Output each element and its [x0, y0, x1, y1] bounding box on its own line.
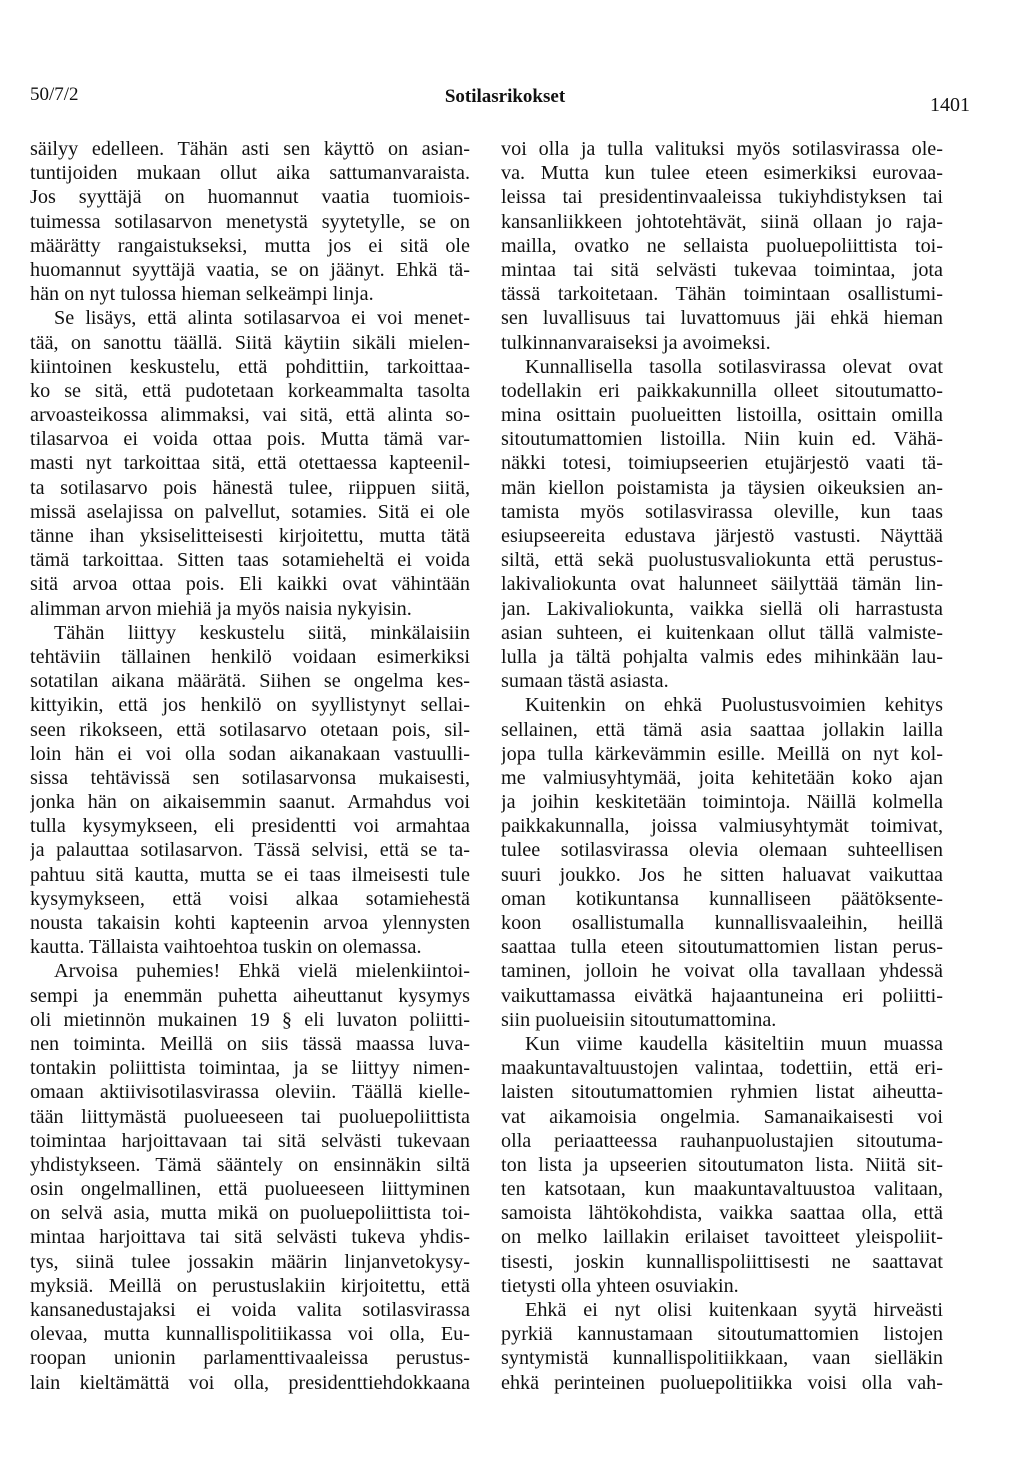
text-line: kiintoinen keskustelu, että pohdittiin, tarkoittaa- [30, 355, 470, 378]
text-line: oli mietinnön mukainen 19 § eli luvaton poliitti- [30, 1008, 470, 1031]
text-line: tys, siinä tulee jossakin määrin linjanvetokysy- [30, 1250, 470, 1273]
text-line: laisten sitoutumattomien ryhmien listat aiheutta- [501, 1081, 943, 1104]
page-header [30, 84, 970, 114]
text-line: asian suhteen, ei kuitenkaan ollut tällä valmiste- [501, 621, 943, 644]
text-line: ko se sitä, että pudotetaan korkeammalta tasolta [30, 379, 470, 402]
text-line: sumaan tästä asiasta. [501, 670, 669, 693]
text-line: määrätty rangaistukseksi, mutta jos ei sitä ole [30, 234, 470, 257]
text-line: lakivaliokunta ovat halunneet säilyttää tämän lin- [501, 573, 943, 596]
text-line: mintaa harjoittava tai sitä selvästi tukeva yhdis- [30, 1226, 470, 1249]
text-line: samoista lähtökohdista, vaikka saattaa olla, että [501, 1202, 943, 1225]
text-line: olevaa, mutta kunnallispolitiikassa voi olla, Eu- [30, 1323, 470, 1346]
text-line: yhdistykseen. Tämä sääntely on ensinnäkin siltä [30, 1153, 470, 1176]
text-line: ten katsotaan, kun maakuntavaltuustoa valitaan, [501, 1178, 943, 1201]
text-line: kautta. Tällaista vaihtoehtoa tuskin on olemassa. [30, 936, 422, 959]
text-line: tuimessa sotilasarvon menetystä syytetylle, se on [30, 210, 470, 233]
text-line: Kunnallisella tasolla sotilasvirassa olevat ovat [525, 355, 943, 378]
text-line: män kiellon poistamista ja täysien oikeuksien an- [501, 476, 943, 499]
text-line: sissa tehtävissä sen sotilasarvonsa mukaisesti, [30, 766, 470, 789]
text-line: arvoasteikossa alimmaksi, vai sitä, että alinta so- [30, 404, 470, 427]
text-line: kysymykseen, että voisi alkaa sotamiehestä [30, 887, 470, 910]
text-line: ja palauttaa sotilasarvon. Tässä selvisi, että se ta- [30, 839, 470, 862]
text-line: Kun viime kaudella käsiteltiin muun muassa [525, 1032, 943, 1055]
text-line: lain kieltämättä voi olla, presidenttiehdokkaana [30, 1371, 470, 1394]
left-text-column [30, 137, 470, 1395]
text-line: paikkakunnalla, joissa valmiusyhtymät toimivat, [501, 815, 943, 838]
text-line: pahtuu sitä kautta, mutta se ei taas ilmeisesti tule [30, 863, 470, 886]
text-line: mailla, ovatko ne sellaista puoluepoliittista toi- [501, 234, 943, 257]
text-line: ton lista ja upseerien sitoutumaton lista. Niitä sit- [501, 1153, 943, 1176]
text-line: syntymistä kunnallispolitiikkaan, vaan sielläkin [501, 1347, 943, 1370]
text-line: tää, on sanottu täällä. Siitä käytiin sikäli mielen- [30, 331, 470, 354]
text-line: me valmiusyhtymää, joita kehitetään koko ajan [501, 766, 943, 789]
text-line: tilasarvoa ei voida ottaa pois. Mutta tämä var- [30, 428, 470, 451]
text-line: missä aselajissa on palvellut, sotamies. Sitä ei ole [30, 500, 470, 523]
text-line: on melko laillakin erilaiset tavoitteet yleispoliit- [501, 1226, 943, 1249]
text-line: sitä arvoa ottaa pois. Eli kaikki ovat vähintään [30, 573, 470, 596]
text-line: siin puolueisiin sitoutumattomina. [501, 1008, 777, 1031]
text-line: Ehkä ei nyt olisi kuitenkaan syytä hirveästi [525, 1299, 943, 1321]
page-number: 1401 [930, 94, 970, 116]
text-line: kansanedustajaksi ei voida valita sotilasvirassa [30, 1299, 470, 1321]
text-line: tontakin poliittista toimintaa, ja se liittyy nimen- [30, 1057, 470, 1080]
text-line: esiupseereita edustava järjestö vastusti. Näyttää [501, 525, 943, 547]
text-line: tänne ihan yksiselitteisesti kirjoitettu, mutta tätä [30, 525, 470, 547]
text-line: tuntijoiden mukaan ollut aika sattumanvaraista. [30, 162, 470, 185]
text-line: taminen, jolloin he voivat olla tavallaan yhdessä [501, 960, 943, 983]
text-line: sempi ja enemmän puhetta aiheuttanut kysymys [30, 984, 470, 1007]
text-line: koon osallistumalla kunnallisvaaleihin, heillä [501, 912, 943, 934]
text-line: suuri joukko. Jos he sitten haluavat vaikuttaa [501, 863, 943, 886]
text-line: alimman arvon miehiä ja myös naisia nykyisin. [30, 597, 412, 620]
right-text-column [501, 137, 943, 1395]
text-line: sen luvallisuus tai luvattomuus jäi ehkä hieman [501, 307, 943, 330]
text-line: Jos syyttäjä on huomannut vaatia tuomiois- [30, 186, 470, 209]
text-line: saattaa tulla eteen sitoutumattomien listan perus- [501, 936, 943, 959]
text-line: mintaa tai sitä selvästi tukevaa toimintaa, jota [501, 258, 943, 281]
text-line: loin hän ei voi olla sodan aikanakaan vastuulli- [30, 742, 470, 765]
text-line: leissa tai presidentinvaaleissa tukiyhdistyksen tai [501, 186, 943, 209]
text-line: Kuitenkin on ehkä Puolustusvoimien kehitys [525, 694, 943, 717]
text-line: ja joihin keskitetään toimintoja. Näillä kolmella [501, 791, 943, 814]
document-reference: 50/7/2 [30, 84, 79, 105]
text-line: tään liittymästä puolueeseen tai puoluepoliittista [30, 1105, 470, 1128]
text-line: nen toiminta. Meillä on siis tässä maassa luva- [30, 1032, 470, 1055]
text-line: seen rikokseen, että sotilasarvo otetaan pois, sil- [30, 718, 470, 741]
text-line: voi olla ja tulla valituksi myös sotilasvirassa ole- [501, 138, 943, 160]
text-line: omaan aktiivisotilasvirassa oleviin. Täällä kielle- [30, 1081, 470, 1104]
text-line: lulla ja tältä pohjalta valmis edes mihinkään lau- [501, 645, 943, 668]
text-line: siltä, että sekä puolustusvaliokunta että perustus- [501, 549, 943, 572]
text-line: toimintaa harjoittavaan tai sitä selvästi tukevaan [30, 1129, 470, 1152]
text-line: tulkinnanvaraiseksi ja avoimeksi. [501, 331, 771, 354]
text-line: mina osittain puolueitten listoilla, osittain omilla [501, 404, 943, 427]
text-line: roopan unionin parlamenttivaaleissa perustus- [30, 1347, 470, 1370]
text-line: näkki totesi, toimiupseerien etujärjestö vaati tä- [501, 452, 943, 475]
text-line: Tähän liittyy keskustelu siitä, minkälaisiin [54, 621, 470, 644]
text-line: nousta takaisin kohti kapteenin arvoa ylennysten [30, 912, 470, 934]
text-line: tietysti olla yhteen osuviakin. [501, 1274, 739, 1297]
text-line: Se lisäys, että alinta sotilasarvoa ei voi menet- [54, 307, 470, 330]
text-line: pyrkiä kannustamaan sitoutumattomien listojen [501, 1323, 943, 1346]
text-line: tämä tarkoittaa. Sitten taas sotamieheltä ei voida [30, 549, 470, 572]
text-line: huomannut syyttäjä vaatia, se on jäänyt. Ehkä tä- [30, 258, 470, 281]
text-line: oman kotikuntansa kunnalliseen päätöksente- [501, 887, 943, 910]
section-title: Sotilasrikokset [444, 86, 566, 107]
text-line: tisesti, joskin kunnallispoliittisesti ne saattavat [501, 1250, 943, 1273]
text-line: sitoutumattomien listoilla. Niin kuin ed. Vähä- [501, 428, 943, 451]
text-line: tehtäviin tällainen henkilö voidaan esimerkiksi [30, 645, 470, 668]
text-line: maakuntavaltuustojen valintaa, todettiin, että eri- [501, 1057, 943, 1080]
text-line: masti nyt tarkoittaa sitä, että otettaessa kapteenil- [30, 452, 470, 475]
text-line: tässä tarkoitetaan. Tähän toimintaan osallistumi- [501, 283, 943, 306]
text-line: kittyikin, että jos henkilö on syyllistynyt sellai- [30, 694, 470, 717]
text-line: kansanliikkeen johtotehtävät, siinä ollaan jo raja- [501, 210, 943, 233]
text-line: olla periaatteessa rauhanpuolustajien sitoutuma- [501, 1129, 943, 1152]
text-line: tulla kysymykseen, eli presidentti voi armahtaa [30, 815, 470, 838]
text-line: on selvä asia, mutta mikä on puoluepoliittista toi- [30, 1202, 470, 1225]
text-line: tamista myös sotilasvirassa oleville, kun taas [501, 500, 943, 523]
text-line: ehkä perinteinen puoluepolitiikka voisi olla vah- [501, 1371, 943, 1394]
text-line: tulee sotilasvirassa olevia olemaan suhteellisen [501, 839, 943, 862]
text-line: vat aikamoisia ongelmia. Samanaikaisesti voi [501, 1105, 943, 1128]
text-line: todellakin eri paikkakunnilla olleet sitoutumatto- [501, 379, 943, 402]
text-line: säilyy edelleen. Tähän asti sen käyttö on asian- [30, 138, 470, 160]
text-line: va. Mutta kun tulee eteen esimerkiksi eurovaa- [501, 162, 943, 185]
text-line: myksiä. Meillä on perustuslakiin kirjoitettu, että [30, 1274, 470, 1297]
text-line: sellainen, että tämä asia saattaa jollakin lailla [501, 718, 943, 741]
text-line: jopa tulla kärkevämmin esille. Meillä on nyt kol- [501, 742, 943, 765]
text-line: sotatilan aikana määrätä. Siihen se ongelma kes- [30, 670, 470, 693]
text-line: hän on nyt tulossa hieman selkeämpi linja. [30, 283, 374, 306]
text-line: Arvoisa puhemies! Ehkä vielä mielenkiintoi- [54, 960, 470, 983]
text-line: jonka hän on aikaisemmin saanut. Armahdus voi [30, 791, 470, 814]
text-line: osin ongelmallinen, että puolueeseen liittyminen [30, 1178, 470, 1201]
text-line: jan. Lakivaliokunta, vaikka siellä oli harrastusta [501, 597, 943, 620]
text-line: ta sotilasarvo pois hänestä tulee, riippuen siitä, [30, 476, 470, 499]
text-line: vaikuttamassa eivätkä hajaantuneina eri poliitti- [501, 984, 943, 1007]
